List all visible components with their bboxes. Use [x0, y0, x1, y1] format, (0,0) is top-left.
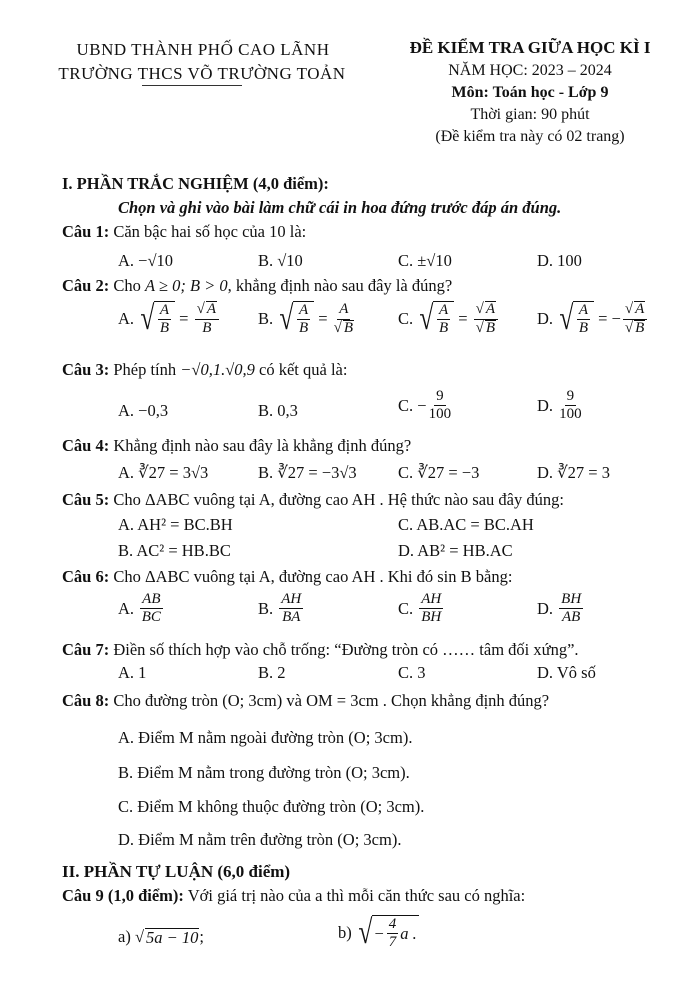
q8-option-c: C. Điểm M không thuộc đường tròn (O; 3cm).: [118, 797, 425, 816]
school-year: NĂM HỌC: 2023 – 2024: [448, 62, 612, 79]
question-3: [62, 360, 347, 380]
q7-option-c: C. 3: [398, 663, 426, 682]
part2-title: II. PHẦN TỰ LUẬN (6,0 điểm): [62, 862, 291, 881]
q6-a-numerator: AB: [140, 591, 162, 609]
q6-b-label: B.: [258, 598, 274, 618]
q2-c-label: C.: [398, 309, 414, 328]
q3-c-denominator: 100: [428, 406, 452, 423]
q3-c-label: C.: [398, 395, 414, 415]
q3-text-pre: Phép tính: [113, 360, 177, 379]
q4-option-c: C. ∛27 = −3: [398, 463, 480, 482]
q6-c-numerator: AH: [419, 591, 443, 609]
school-name: TRƯỜNG THCS VÕ TRƯỜNG TOẢN: [58, 64, 346, 83]
q1-option-c: C. ±√10: [398, 251, 452, 270]
q6-c-label: C.: [398, 598, 414, 618]
q7-option-d: D. Vô số: [537, 663, 596, 682]
q6-d-denominator: AB: [562, 609, 581, 626]
question-5: [62, 490, 564, 510]
q7-text: Điền số thích hợp vào chỗ trống: “Đường tròn có …… tâm đối xứng”.: [113, 640, 579, 659]
q1-option-a: A. −√10: [118, 251, 174, 270]
question-4: [62, 436, 411, 456]
q6-option-d: [537, 591, 585, 627]
q1-option-b: B. √10: [258, 251, 303, 270]
q3-option-c: C. − $\frac{9}{100}$: [398, 388, 452, 423]
q6-b-numerator: AH: [279, 591, 303, 609]
q2-option-b: B. √ $\frac{A}{B}$ = $\frac{A}{√ B}$: [258, 300, 354, 337]
q5-option-a: A. AH² = BC.BH: [118, 515, 233, 534]
q9-part-a: a) √ 5a − 10 ;: [118, 927, 204, 947]
q6-option-c: [398, 591, 445, 627]
q2-a-label: A.: [118, 309, 135, 328]
q8-label: Câu 8:: [62, 691, 110, 710]
q9-a-tail: ;: [199, 927, 204, 946]
q1-text: Căn bậc hai số học của 10 là:: [113, 222, 307, 241]
q9-a-expression: 5a − 10: [146, 927, 199, 947]
q9-b-numerator: 4: [387, 916, 399, 934]
q9-text: Với giá trị nào của a thì mỗi căn thức sau có nghĩa:: [187, 886, 526, 905]
q6-label: Câu 6:: [62, 567, 110, 586]
q2-text-post: , khẳng định nào sau đây là đúng?: [227, 276, 453, 295]
part1-instruction: Chọn và ghi vào bài làm chữ cái in hoa đứng trước đáp án đúng.: [118, 198, 562, 217]
part1-title: I. PHẦN TRẮC NGHIỆM (4,0 điểm):: [62, 174, 329, 193]
q3-d-numerator: 9: [565, 388, 577, 406]
q9-b-label: b): [338, 923, 352, 942]
q6-b-denominator: BA: [282, 609, 301, 626]
q3-text-post: có kết quả là:: [259, 360, 348, 379]
q2-condition: A ≥ 0; B > 0: [144, 276, 228, 295]
subject: Môn: Toán học - Lớp 9: [451, 84, 609, 101]
q9-a-label: a): [118, 927, 131, 946]
q7-label: Câu 7:: [62, 640, 110, 659]
q3-option-d: [537, 388, 584, 424]
school-name-underline: [142, 85, 242, 86]
q4-option-d: D. ∛27 = 3: [537, 463, 610, 482]
q3-c-numerator: 9: [434, 388, 446, 406]
q6-a-denominator: BC: [141, 609, 161, 626]
q4-label: Câu 4:: [62, 436, 110, 455]
q7-option-b: B. 2: [258, 663, 286, 682]
q9-b-denominator: 7: [388, 934, 397, 950]
q3-option-b: B. 0,3: [258, 401, 298, 420]
q6-option-a: [118, 591, 165, 627]
q8-option-a: A. Điểm M nằm ngoài đường tròn (O; 3cm).: [118, 728, 413, 747]
question-2: [62, 276, 452, 296]
q5-text: Cho ΔABC vuông tại A, đường cao AH . Hệ thức nào sau đây đúng:: [113, 490, 564, 509]
duration: Thời gian: 90 phút: [470, 106, 590, 123]
q1-label: Câu 1:: [62, 222, 110, 241]
q2-d-label: D.: [537, 309, 554, 328]
page-count-note: (Đề kiểm tra này có 02 trang): [435, 128, 625, 145]
question-1: [62, 222, 306, 242]
q2-option-a: A. √ $\frac{A}{B}$ = $\frac{√ A}{B}$: [118, 300, 221, 338]
q2-text-pre: Cho: [113, 276, 141, 295]
q6-option-b: [258, 591, 305, 627]
q2-option-d: D. √ $\frac{A}{B}$ = − $\frac{√ A}{√ B}$: [537, 300, 649, 338]
exam-title: ĐỀ KIỂM TRA GIỮA HỌC KÌ I: [409, 38, 651, 57]
q3-option-a: A. −0,3: [118, 401, 169, 420]
question-8: [62, 691, 549, 711]
q1-option-d: D. 100: [537, 251, 582, 270]
q3-expression: −√0,1.√0,9: [180, 360, 255, 379]
question-6: [62, 567, 512, 587]
question-7: [62, 640, 579, 660]
q3-d-label: D.: [537, 395, 554, 415]
q8-text: Cho đường tròn (O; 3cm) và OM = 3cm . Chọn khẳng định đúng?: [113, 691, 550, 710]
q4-text: Khẳng định nào sau đây là khẳng định đúng?: [113, 436, 412, 455]
q3-label: Câu 3:: [62, 360, 110, 379]
q5-option-c: C. AB.AC = BC.AH: [398, 515, 534, 534]
q2-b-label: B.: [258, 309, 274, 328]
q4-option-a: A. ∛27 = 3√3: [118, 463, 209, 482]
q6-d-numerator: BH: [559, 591, 583, 609]
q2-label: Câu 2:: [62, 276, 110, 295]
q9-label: Câu 9 (1,0 điểm):: [62, 886, 184, 905]
q3-d-denominator: 100: [559, 406, 582, 423]
q9-part-b: b) √ − $\frac{4}{7}$ a .: [338, 914, 417, 951]
q5-option-d: D. AB² = HB.AC: [398, 541, 513, 560]
q2-option-c: C. √ $\frac{A}{B}$ = $\frac{√ A}{√ B}$: [398, 300, 500, 338]
q5-option-b: B. AC² = HB.BC: [118, 541, 231, 560]
question-9: [62, 886, 525, 906]
q6-c-denominator: BH: [421, 609, 442, 626]
q6-a-label: A.: [118, 598, 135, 618]
q5-label: Câu 5:: [62, 490, 110, 509]
q6-text: Cho ΔABC vuông tại A, đường cao AH . Khi đó sin B bằng:: [113, 567, 513, 586]
q8-option-d: D. Điểm M nằm trên đường tròn (O; 3cm).: [118, 830, 402, 849]
q8-option-b: B. Điểm M nằm trong đường tròn (O; 3cm).: [118, 763, 410, 782]
q6-d-label: D.: [537, 598, 554, 618]
q4-option-b: B. ∛27 = −3√3: [258, 463, 357, 482]
q9-b-tail: a .: [400, 923, 417, 943]
school-authority: UBND THÀNH PHỐ CAO LÃNH: [76, 40, 330, 59]
q7-option-a: A. 1: [118, 663, 147, 682]
